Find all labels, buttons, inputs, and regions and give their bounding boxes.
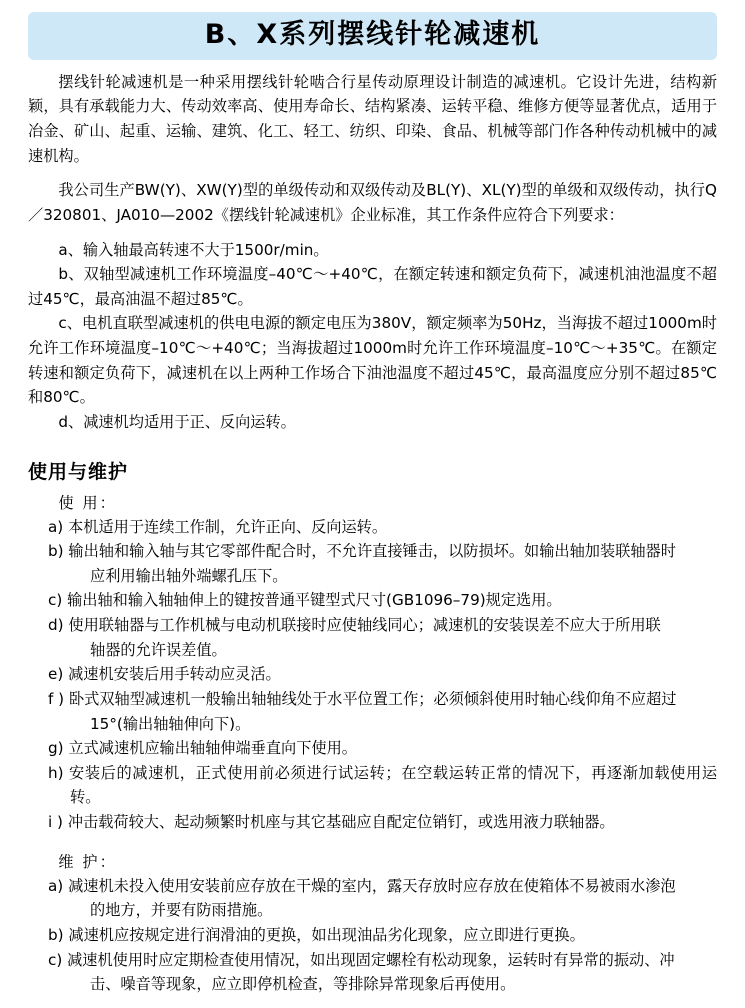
list-item — [28, 923, 717, 948]
list-item-text: 减速机未投入使用安装前应存放在干燥的室内，露天存放时应存放在使箱体不易被雨水渗泡 — [68, 876, 676, 895]
list-item — [28, 662, 717, 687]
list-item-continued: 15°(输出轴轴伸向下)。 — [90, 714, 251, 733]
list-item-marker: b) — [48, 542, 64, 561]
list-item-text: 立式减速机应输出轴轴伸端垂直向下使用。 — [68, 739, 357, 758]
list-item — [28, 515, 717, 540]
list-item — [28, 687, 717, 712]
list-item-text: 本机适用于连续工作制，允许正向、反向运转。 — [68, 517, 387, 536]
spec-item-d: d、减速机均适用于正、反向运转。 — [58, 412, 296, 431]
list-item-text: 减速机安装后用手转动应灵活。 — [68, 665, 281, 684]
section-heading-usage-maintenance: 使用与维护 — [28, 460, 129, 483]
spec-item-a: a、输入轴最高转速不大于1500r/min。 — [58, 240, 329, 259]
list-item-marker: g) — [48, 739, 64, 758]
list-item — [28, 874, 717, 899]
list-item-continued: 轴器的允许误差值。 — [90, 640, 227, 659]
list-item — [28, 588, 717, 613]
list-item — [28, 761, 717, 810]
maintenance-label: 维 护： — [58, 852, 117, 871]
list-item-marker: f ) — [48, 689, 65, 708]
list-item-text: 减速机使用时应定期检查使用情况，如出现固定螺栓有松动现象，运转时有异常的振动、冲 — [67, 950, 675, 969]
list-item-text: 输出轴和输入轴轴伸上的键按普通平键型式尺寸(GB1096–79)规定选用。 — [67, 591, 562, 610]
list-item-marker: c) — [48, 591, 63, 610]
list-item-continued: 击、噪音等现象，应立即停机检查，等排除异常现象后再使用。 — [90, 975, 516, 994]
list-item-continued: 应利用输出轴外端螺孔压下。 — [90, 566, 288, 585]
list-item-text: 卧式双轴型减速机一般输出轴轴线处于水平位置工作；必须倾斜使用时轴心线仰角不应超过 — [68, 689, 677, 708]
usage-label: 使 用： — [58, 493, 117, 512]
list-item-text: 减速机应按规定进行润滑油的更换，如出现油品劣化现象，应立即进行更换。 — [68, 925, 585, 944]
list-item-text: 输出轴和输入轴与其它零部件配合时，不允许直接锤击，以防损坏。如输出轴加装联轴器时 — [68, 542, 676, 561]
document-page — [0, 12, 745, 1008]
usage-block — [28, 492, 717, 835]
list-item-marker: i ) — [48, 813, 63, 831]
maintenance-block — [28, 851, 717, 997]
list-item-marker: h) — [48, 763, 64, 782]
intro-paragraph-2: 我公司生产BW(Y)、XW(Y)型的单级传动和双级传动及BL(Y)、XL(Y)型的单级和双级传动，执行Q／320801、JA010—2002《摆线针轮减速机》企业标准，其工作条件应符合下列要求： — [28, 181, 717, 224]
list-item-marker: d) — [48, 616, 64, 634]
page-title: B、X系列摆线针轮减速机 — [204, 19, 541, 50]
page-title-banner — [28, 12, 717, 60]
list-item — [28, 613, 717, 638]
maintenance-item-list — [28, 874, 717, 997]
list-item-text: 冲击载荷较大、起动频繁时机座与其它基础应自配定位销钉，或选用液力联轴器。 — [67, 813, 615, 831]
list-item-text: 安装后的减速机，正式使用前必须进行试运转；在空载运转正常的情况下，再逐渐加载使用运转。 — [69, 763, 718, 807]
list-item — [28, 810, 717, 835]
list-item-continued: 的地方，并要有防雨措施。 — [90, 901, 273, 920]
working-conditions-list — [28, 238, 717, 435]
usage-item-list — [28, 515, 717, 835]
list-item-marker: e) — [48, 665, 64, 684]
list-item-marker: c) — [48, 950, 63, 969]
spec-item-b: b、双轴型减速机工作环境温度–40℃～+40℃，在额定转速和额定负荷下，减速机油池温度不超过45℃，最高油温不超过85℃。 — [28, 265, 717, 308]
list-item — [28, 539, 717, 564]
standards-section — [28, 178, 717, 227]
list-item-marker: b) — [48, 925, 64, 944]
list-item — [28, 736, 717, 761]
list-item-text: 使用联轴器与工作机械与电动机联接时应使轴线同心；减速机的安装误差不应大于所用联 — [68, 616, 661, 634]
intro-paragraph-1: 摆线针轮减速机是一种采用摆线针轮啮合行星传动原理设计制造的减速机。它设计先进，结构新颖，具有承载能力大、传动效率高、使用寿命长、结构紧凑、运转平稳、维修方便等显著优点，适用于冶金、矿山、起重、运输、建筑、化工、轻工、纺织、印染、食品、机械等部门作各种传动机械中的减速机构。 — [28, 72, 717, 165]
list-item — [28, 948, 717, 973]
spec-item-c: c、电机直联型减速机的供电电源的额定电压为380V，额定频率为50Hz，当海拔不超过1000m时允许工作环境温度–10℃～+40℃；当海拔超过1000m时允许工作环境温度–10℃～+35℃。在额定转速和额定负荷下，减速机在以上两种工作场合下油池温度不超过45℃，最高温度应分别不超过85℃和80℃。 — [28, 314, 717, 407]
intro-section — [28, 70, 717, 169]
list-item-marker: a) — [48, 876, 64, 895]
list-item-marker: a) — [48, 517, 64, 536]
